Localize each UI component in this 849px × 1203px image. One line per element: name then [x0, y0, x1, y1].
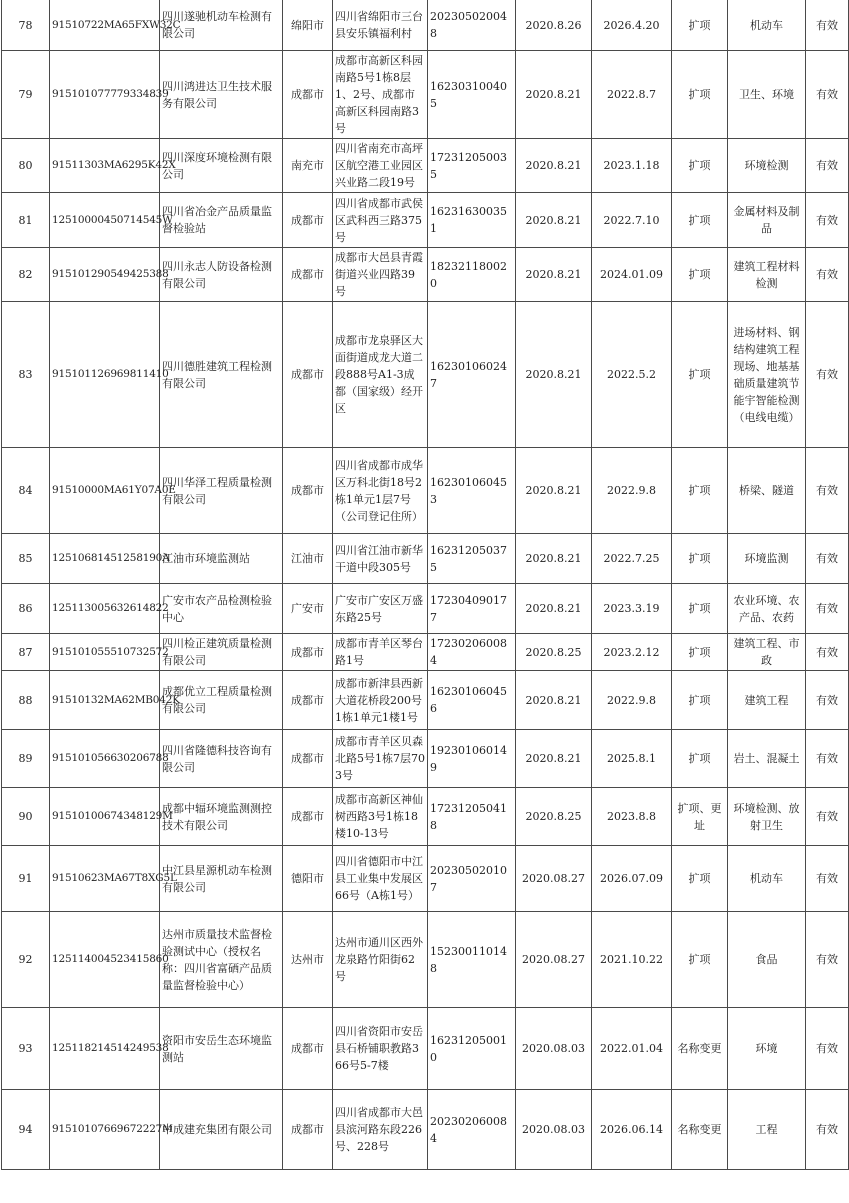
change-type: 扩项 — [672, 51, 728, 139]
table-row — [2, 0, 849, 51]
city: 成都市 — [283, 1008, 333, 1090]
certificate-number: 162301060456 — [428, 671, 516, 730]
city: 成都市 — [283, 1090, 333, 1170]
city: 成都市 — [283, 51, 333, 139]
credit-code: 915101056630206788 — [50, 730, 160, 788]
credit-code: 91510107669672227M — [50, 1090, 160, 1170]
row-number: 80 — [2, 139, 50, 193]
city: 德阳市 — [283, 846, 333, 912]
change-type: 扩项 — [672, 671, 728, 730]
city: 成都市 — [283, 634, 333, 671]
table-row — [2, 1008, 849, 1090]
credit-code: 915101290549425388 — [50, 248, 160, 302]
row-number: 85 — [2, 534, 50, 584]
certificate-number: 172304090177 — [428, 584, 516, 634]
table-row — [2, 846, 849, 912]
organization-name: 中成建充集团有限公司 — [160, 1090, 283, 1170]
change-type: 扩项 — [672, 248, 728, 302]
expire-date: 2026.07.09 — [592, 846, 672, 912]
credit-code: 91510722MA65FXW32C — [50, 0, 160, 51]
organization-name: 广安市农产品检测检验中心 — [160, 584, 283, 634]
inspection-field: 农业环境、农产品、农药 — [728, 584, 806, 634]
status: 有效 — [806, 448, 849, 534]
inspection-field: 环境监测 — [728, 534, 806, 584]
expire-date: 2022.01.04 — [592, 1008, 672, 1090]
organization-name: 四川深度环境检测有限公司 — [160, 139, 283, 193]
credit-code: 91510132MA62MB042K — [50, 671, 160, 730]
change-type: 扩项 — [672, 846, 728, 912]
issue-date: 2020.8.21 — [516, 584, 592, 634]
certificate-number: 162303100405 — [428, 51, 516, 139]
address: 成都市龙泉驿区大面街道成龙大道二段888号A1-3成都（国家级）经开区 — [333, 302, 428, 448]
row-number: 91 — [2, 846, 50, 912]
city: 成都市 — [283, 448, 333, 534]
status: 有效 — [806, 1090, 849, 1170]
credit-code: 915101077779334839 — [50, 51, 160, 139]
row-number: 86 — [2, 584, 50, 634]
certificate-number: 172302060084 — [428, 634, 516, 671]
issue-date: 2020.8.21 — [516, 448, 592, 534]
address: 成都市青羊区贝森北路5号1栋7层703号 — [333, 730, 428, 788]
organization-name: 江油市环境监测站 — [160, 534, 283, 584]
inspection-field: 进场材料、钢结构建筑工程现场、地基基础质量建筑节能宇智能检测（电线电缆） — [728, 302, 806, 448]
credit-code: 91510623MA67T8XG5L — [50, 846, 160, 912]
address: 四川省江油市新华干道中段305号 — [333, 534, 428, 584]
change-type: 扩项 — [672, 0, 728, 51]
expire-date: 2023.1.18 — [592, 139, 672, 193]
row-number: 78 — [2, 0, 50, 51]
change-type: 名称变更 — [672, 1008, 728, 1090]
status: 有效 — [806, 0, 849, 51]
table-row — [2, 1090, 849, 1170]
table-row — [2, 448, 849, 534]
status: 有效 — [806, 248, 849, 302]
expire-date: 2024.01.09 — [592, 248, 672, 302]
table-row — [2, 193, 849, 248]
address: 成都市青羊区琴台路1号 — [333, 634, 428, 671]
issue-date: 2020.8.25 — [516, 788, 592, 846]
certificate-number: 202305020048 — [428, 0, 516, 51]
address: 成都市大邑县青霞街道兴业四路39号 — [333, 248, 428, 302]
organization-name: 四川德胜建筑工程检测有限公司 — [160, 302, 283, 448]
certificate-number: 162301060453 — [428, 448, 516, 534]
change-type: 扩项 — [672, 634, 728, 671]
certificate-number: 172312050035 — [428, 139, 516, 193]
status: 有效 — [806, 193, 849, 248]
certificate-number: 202302060084 — [428, 1090, 516, 1170]
inspection-field: 建筑工程、市政 — [728, 634, 806, 671]
inspection-field: 卫生、环境 — [728, 51, 806, 139]
issue-date: 2020.8.21 — [516, 139, 592, 193]
address: 成都市高新区科园南路5号1栋8层1、2号、成都市高新区科园南路3号 — [333, 51, 428, 139]
credit-code: 91510000MA61Y07A0E — [50, 448, 160, 534]
row-number: 82 — [2, 248, 50, 302]
credit-code: 91511303MA6295K42X — [50, 139, 160, 193]
change-type: 扩项 — [672, 534, 728, 584]
inspection-field: 桥梁、隧道 — [728, 448, 806, 534]
certificate-number: 202305020107 — [428, 846, 516, 912]
issue-date: 2020.8.21 — [516, 730, 592, 788]
credit-code: 12510681451258190A — [50, 534, 160, 584]
table-row — [2, 248, 849, 302]
city: 成都市 — [283, 193, 333, 248]
certificate-number: 162312050010 — [428, 1008, 516, 1090]
table-row — [2, 584, 849, 634]
change-type: 扩项 — [672, 302, 728, 448]
inspection-field: 机动车 — [728, 0, 806, 51]
inspection-field: 环境 — [728, 1008, 806, 1090]
table-row — [2, 302, 849, 448]
row-number: 89 — [2, 730, 50, 788]
address: 四川省成都市大邑县滨河路东段226号、228号 — [333, 1090, 428, 1170]
status: 有效 — [806, 302, 849, 448]
issue-date: 2020.8.21 — [516, 534, 592, 584]
expire-date: 2021.10.22 — [592, 912, 672, 1008]
inspection-field: 建筑工程材料检测 — [728, 248, 806, 302]
city: 成都市 — [283, 302, 333, 448]
address: 达州市通川区西外龙泉路竹阳街62号 — [333, 912, 428, 1008]
certificate-number: 172312050418 — [428, 788, 516, 846]
status: 有效 — [806, 584, 849, 634]
status: 有效 — [806, 51, 849, 139]
row-number: 92 — [2, 912, 50, 1008]
organization-name: 四川遂驰机动车检测有限公司 — [160, 0, 283, 51]
row-number: 84 — [2, 448, 50, 534]
address: 四川省南充市高坪区航空港工业园区兴业路二段19号 — [333, 139, 428, 193]
row-number: 83 — [2, 302, 50, 448]
organization-name: 中江县星源机动车检测有限公司 — [160, 846, 283, 912]
issue-date: 2020.8.21 — [516, 302, 592, 448]
credit-code: 915101055510732572 — [50, 634, 160, 671]
table-row — [2, 634, 849, 671]
table-row — [2, 788, 849, 846]
row-number: 94 — [2, 1090, 50, 1170]
inspection-field: 食品 — [728, 912, 806, 1008]
issue-date: 2020.08.27 — [516, 912, 592, 1008]
address: 成都市新津县西新大道花桥段200号1栋1单元1楼1号 — [333, 671, 428, 730]
issue-date: 2020.08.03 — [516, 1090, 592, 1170]
expire-date: 2023.8.8 — [592, 788, 672, 846]
status: 有效 — [806, 730, 849, 788]
expire-date: 2026.4.20 — [592, 0, 672, 51]
accreditation-table — [1, 0, 849, 1170]
change-type: 扩项 — [672, 448, 728, 534]
address: 成都市高新区神仙树西路3号1栋18楼10-13号 — [333, 788, 428, 846]
certificate-number: 162301060247 — [428, 302, 516, 448]
credit-code: 91510100674348129M — [50, 788, 160, 846]
issue-date: 2020.8.25 — [516, 634, 592, 671]
expire-date: 2023.2.12 — [592, 634, 672, 671]
table-row — [2, 534, 849, 584]
change-type: 扩项 — [672, 139, 728, 193]
city: 绵阳市 — [283, 0, 333, 51]
issue-date: 2020.8.21 — [516, 193, 592, 248]
row-number: 87 — [2, 634, 50, 671]
city: 成都市 — [283, 730, 333, 788]
inspection-field: 金属材料及制品 — [728, 193, 806, 248]
change-type: 名称变更 — [672, 1090, 728, 1170]
expire-date: 2022.9.8 — [592, 448, 672, 534]
status: 有效 — [806, 788, 849, 846]
inspection-field: 环境检测、放射卫生 — [728, 788, 806, 846]
credit-code: 125118214514249538 — [50, 1008, 160, 1090]
expire-date: 2022.7.25 — [592, 534, 672, 584]
address: 广安市广安区万盛东路25号 — [333, 584, 428, 634]
address: 四川省绵阳市三台县安乐镇福利村 — [333, 0, 428, 51]
city: 达州市 — [283, 912, 333, 1008]
issue-date: 2020.8.26 — [516, 0, 592, 51]
city: 江油市 — [283, 534, 333, 584]
credit-code: 125113005632614822 — [50, 584, 160, 634]
address: 四川省资阳市安岳县石桥铺职教路366号5-7楼 — [333, 1008, 428, 1090]
change-type: 扩项 — [672, 912, 728, 1008]
status: 有效 — [806, 534, 849, 584]
row-number: 81 — [2, 193, 50, 248]
organization-name: 资阳市安岳生态环境监测站 — [160, 1008, 283, 1090]
status: 有效 — [806, 671, 849, 730]
row-number: 88 — [2, 671, 50, 730]
change-type: 扩项 — [672, 193, 728, 248]
credit-code: 915101126969811410 — [50, 302, 160, 448]
address: 四川省成都市武侯区武科西三路375号 — [333, 193, 428, 248]
address: 四川省德阳市中江县工业集中发展区66号（A栋1号） — [333, 846, 428, 912]
certificate-number: 152300110148 — [428, 912, 516, 1008]
row-number: 90 — [2, 788, 50, 846]
issue-date: 2020.08.27 — [516, 846, 592, 912]
table-row — [2, 730, 849, 788]
organization-name: 成都中辐环境监测测控技术有限公司 — [160, 788, 283, 846]
issue-date: 2020.8.21 — [516, 671, 592, 730]
row-number: 79 — [2, 51, 50, 139]
expire-date: 2022.9.8 — [592, 671, 672, 730]
expire-date: 2022.5.2 — [592, 302, 672, 448]
expire-date: 2025.8.1 — [592, 730, 672, 788]
organization-name: 成都优立工程质量检测有限公司 — [160, 671, 283, 730]
credit-code: 125114004523415860 — [50, 912, 160, 1008]
expire-date: 2026.06.14 — [592, 1090, 672, 1170]
change-type: 扩项、更址 — [672, 788, 728, 846]
status: 有效 — [806, 634, 849, 671]
certificate-number: 182321180020 — [428, 248, 516, 302]
table-row — [2, 912, 849, 1008]
table-row — [2, 671, 849, 730]
organization-name: 四川省隆德科技咨询有限公司 — [160, 730, 283, 788]
change-type: 扩项 — [672, 730, 728, 788]
expire-date: 2022.7.10 — [592, 193, 672, 248]
status: 有效 — [806, 912, 849, 1008]
issue-date: 2020.8.21 — [516, 248, 592, 302]
inspection-field: 机动车 — [728, 846, 806, 912]
address: 四川省成都市成华区万科北街18号2栋1单元1层7号（公司登记住所） — [333, 448, 428, 534]
organization-name: 四川省冶金产品质量监督检验站 — [160, 193, 283, 248]
expire-date: 2022.8.7 — [592, 51, 672, 139]
organization-name: 四川鸿进达卫生技术服务有限公司 — [160, 51, 283, 139]
organization-name: 达州市质量技术监督检验测试中心（授权名称：四川省富硒产品质量监督检验中心） — [160, 912, 283, 1008]
city: 南充市 — [283, 139, 333, 193]
inspection-field: 环境检测 — [728, 139, 806, 193]
organization-name: 四川检正建筑质量检测有限公司 — [160, 634, 283, 671]
certificate-number: 192301060149 — [428, 730, 516, 788]
status: 有效 — [806, 139, 849, 193]
row-number: 93 — [2, 1008, 50, 1090]
inspection-field: 建筑工程 — [728, 671, 806, 730]
status: 有效 — [806, 846, 849, 912]
city: 成都市 — [283, 671, 333, 730]
inspection-field: 岩土、混凝土 — [728, 730, 806, 788]
table-row — [2, 139, 849, 193]
change-type: 扩项 — [672, 584, 728, 634]
credit-code: 12510000450714545W — [50, 193, 160, 248]
certificate-number: 162312050375 — [428, 534, 516, 584]
city: 成都市 — [283, 248, 333, 302]
certificate-number: 162316300351 — [428, 193, 516, 248]
organization-name: 四川华泽工程质量检测有限公司 — [160, 448, 283, 534]
issue-date: 2020.8.21 — [516, 51, 592, 139]
city: 成都市 — [283, 788, 333, 846]
status: 有效 — [806, 1008, 849, 1090]
issue-date: 2020.08.03 — [516, 1008, 592, 1090]
city: 广安市 — [283, 584, 333, 634]
table-row — [2, 51, 849, 139]
organization-name: 四川永志人防设备检测有限公司 — [160, 248, 283, 302]
expire-date: 2023.3.19 — [592, 584, 672, 634]
inspection-field: 工程 — [728, 1090, 806, 1170]
